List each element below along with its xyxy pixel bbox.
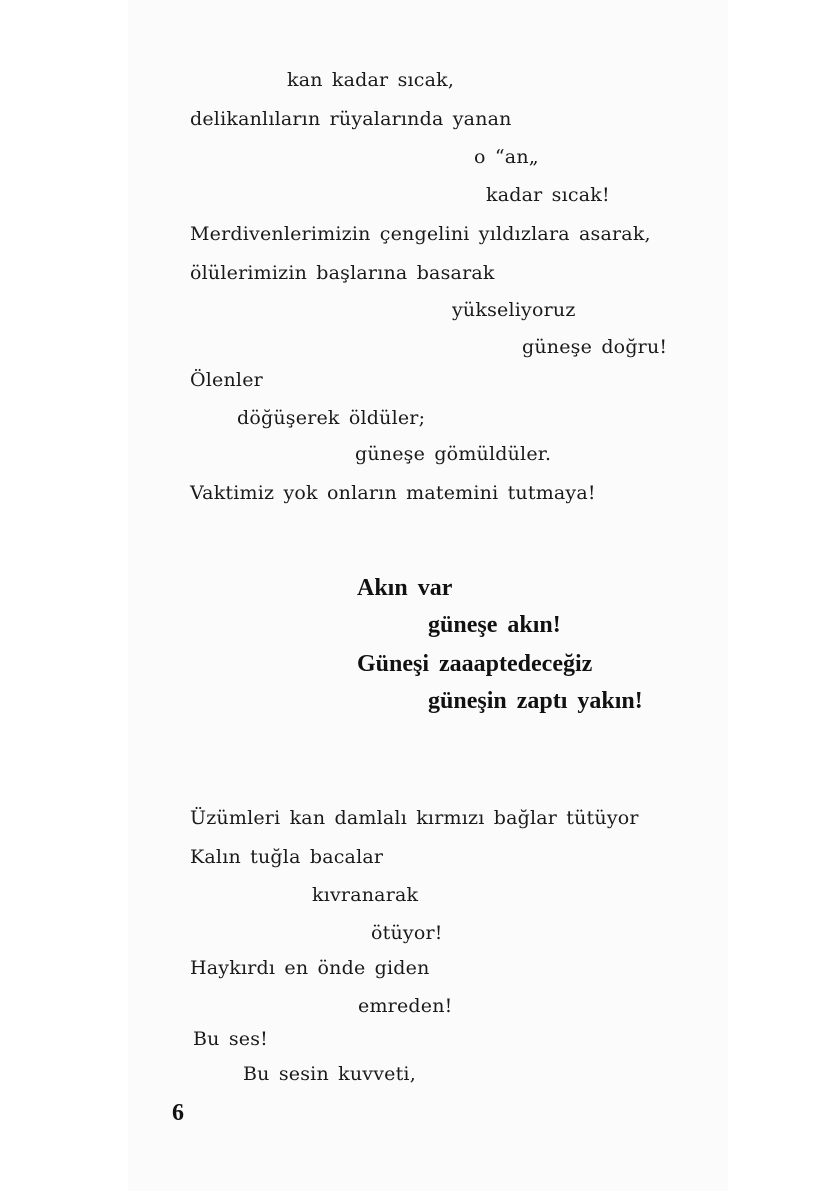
poem-line: yükseliyoruz [452, 299, 576, 321]
poem-line: döğüşerek öldüler; [237, 407, 426, 429]
poem-line: ötüyor! [371, 922, 443, 944]
poem-line: Vaktimiz yok onların matemini tutmaya! [190, 482, 596, 504]
poem-line: Bu sesin kuvveti, [243, 1063, 416, 1085]
poem-line: ölülerimizin başlarına basarak [190, 262, 495, 284]
poem-line: delikanlıların rüyalarında yanan [190, 108, 512, 130]
poem-line: Ölenler [190, 369, 263, 391]
poem-line: kadar sıcak! [486, 184, 610, 206]
poem-line: Üzümleri kan damlalı kırmızı bağlar tütüyor [190, 807, 639, 829]
poem-line: güneşe doğru! [522, 336, 668, 358]
poem-line: güneşe gömüldüler. [355, 443, 552, 465]
refrain-line: güneşin zaptı yakın! [428, 688, 643, 714]
poem-line: Kalın tuğla bacalar [190, 846, 384, 868]
poem-line: Merdivenlerimizin çengelini yıldızlara asarak, [190, 223, 651, 245]
refrain-line: Akın var [357, 575, 453, 601]
poem-line: emreden! [358, 995, 453, 1017]
refrain-line: Güneşi zaaaptedeceğiz [357, 651, 593, 677]
poem-line: kıvranarak [312, 884, 419, 906]
poem-line: Haykırdı en önde giden [190, 957, 430, 979]
poem-line: o “an„ [474, 146, 539, 168]
refrain-line: güneşe akın! [428, 612, 561, 638]
page-number: 6 [172, 1100, 184, 1126]
poem-line: Bu ses! [193, 1028, 269, 1050]
poem-line: kan kadar sıcak, [287, 69, 455, 91]
